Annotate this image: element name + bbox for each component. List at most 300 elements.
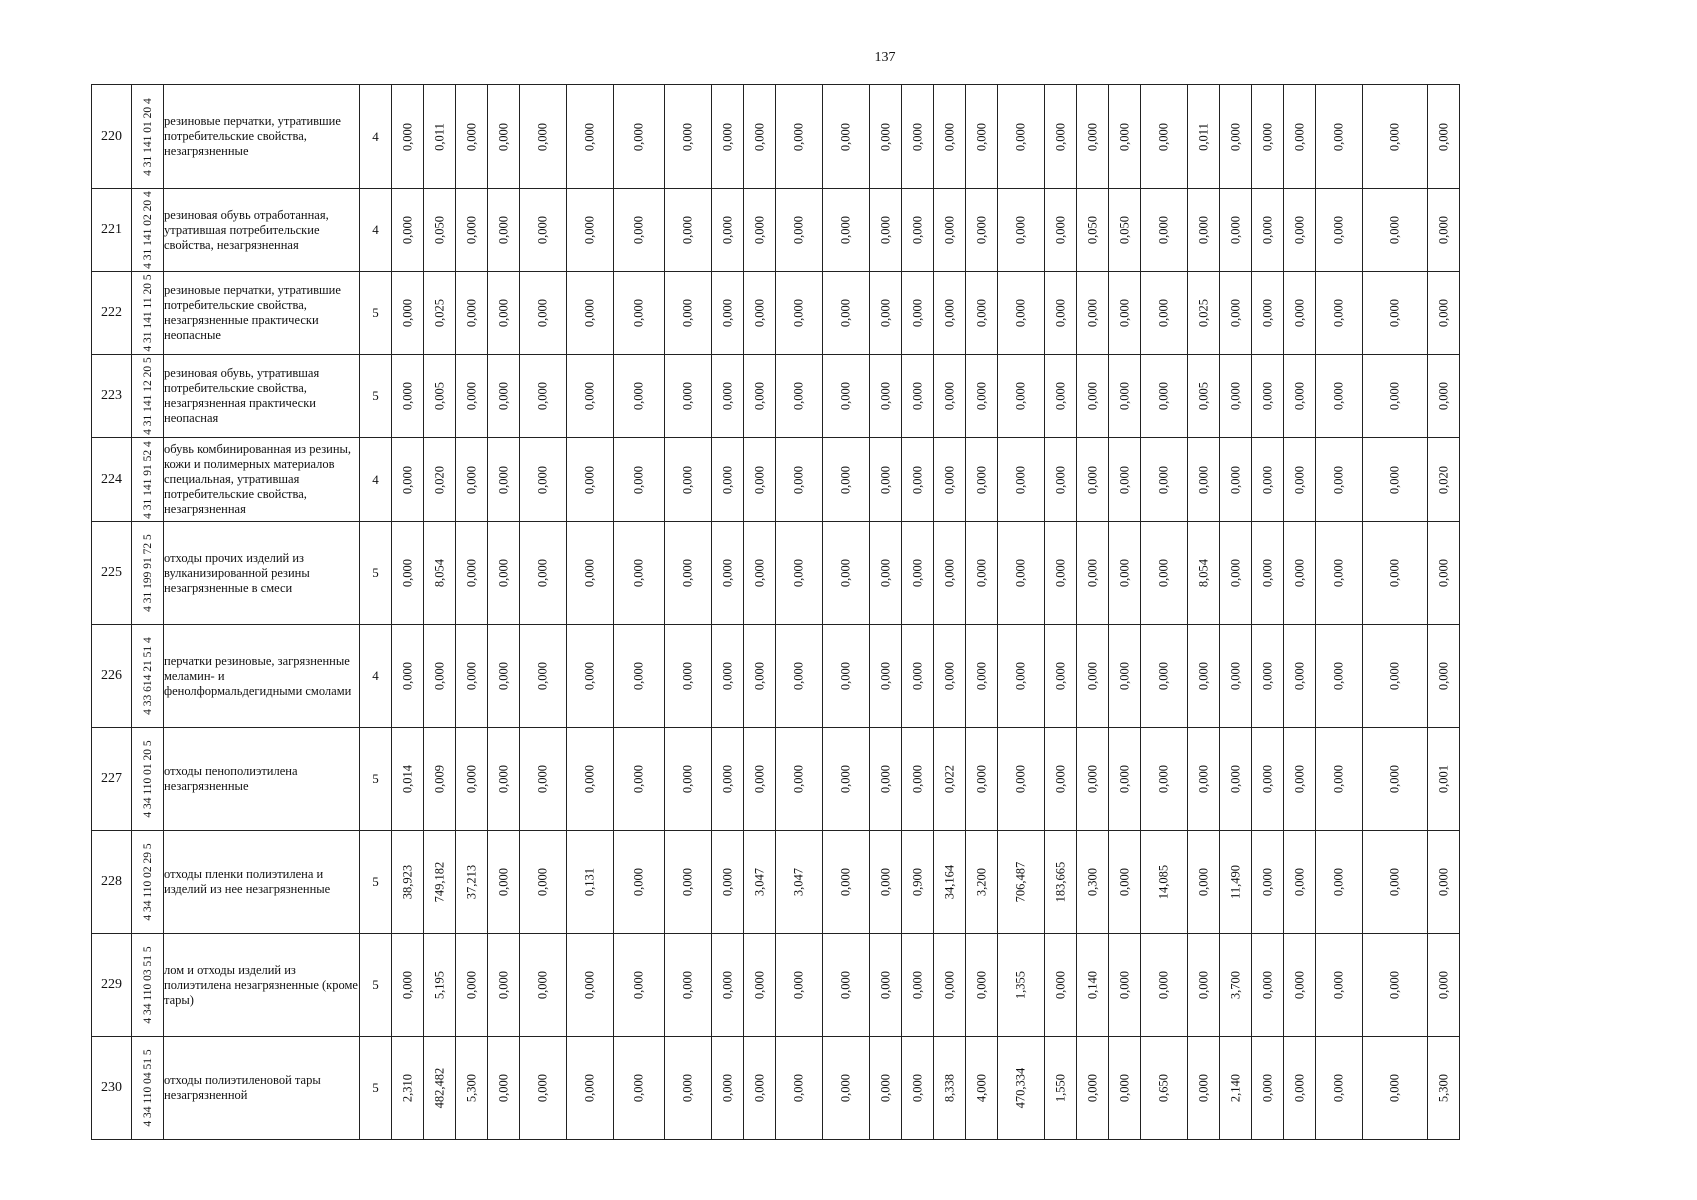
value-cell: [1428, 438, 1460, 522]
value-text: 0,000: [838, 970, 853, 1000]
value-cell: [1220, 625, 1252, 728]
value-text: 3,047: [791, 867, 806, 897]
value-cell: [424, 438, 456, 522]
value-text: 0,000: [752, 970, 766, 1000]
value-text: 0,000: [720, 764, 734, 794]
value-cell: [744, 272, 776, 355]
value-text: 0,000: [791, 122, 806, 151]
waste-name: резиновая обувь, утратившая потребительские свойства, незагрязненная практически неопасная: [164, 355, 360, 438]
value-text: 0,000: [1053, 298, 1067, 328]
value-cell: [520, 85, 567, 189]
value-text: 0,000: [942, 661, 956, 691]
value-text: 0,000: [1013, 122, 1028, 151]
value-cell: [1220, 438, 1252, 522]
value-text: 0,000: [910, 558, 924, 588]
value-cell: [567, 728, 614, 831]
value-cell: [488, 1037, 520, 1140]
value-cell: [902, 1037, 934, 1140]
value-text: 0,000: [1053, 558, 1067, 588]
value-text: 0,000: [1156, 661, 1171, 691]
value-text: 0,000: [1292, 215, 1306, 245]
value-cell: [1188, 355, 1220, 438]
value-cell: [1220, 934, 1252, 1037]
value-text: 0,000: [720, 558, 734, 588]
value-text: 0,000: [1085, 381, 1099, 411]
row-number: 229: [92, 934, 132, 1037]
value-cell: [934, 189, 966, 272]
value-cell: [1220, 272, 1252, 355]
value-text: 0,000: [942, 558, 956, 588]
value-text: 0,020: [432, 465, 446, 494]
value-text: 0,000: [400, 122, 414, 151]
value-cell: [567, 189, 614, 272]
value-text: 0,000: [1436, 298, 1450, 328]
value-text: 5,300: [464, 1073, 478, 1103]
value-cell: [567, 522, 614, 625]
value-cell: [1284, 625, 1316, 728]
value-text: 0,000: [1260, 122, 1274, 151]
value-cell: [567, 355, 614, 438]
value-text: 0,000: [496, 764, 510, 794]
value-text: 0,000: [1387, 970, 1402, 1000]
value-cell: [392, 85, 424, 189]
value-text: 0,000: [752, 558, 766, 588]
value-cell: [1141, 438, 1188, 522]
value-text: 0,000: [1387, 764, 1402, 794]
value-cell: [488, 522, 520, 625]
table-row: [92, 189, 1460, 272]
value-cell: [456, 189, 488, 272]
value-text: 0,000: [1436, 122, 1450, 151]
value-text: 0,000: [838, 661, 853, 691]
table-row: [92, 934, 1460, 1037]
value-cell: [870, 831, 902, 934]
value-cell: [1109, 189, 1141, 272]
value-text: 0,000: [535, 1073, 550, 1103]
value-text: 0,000: [1436, 215, 1450, 245]
value-text: 0,000: [1117, 1073, 1131, 1103]
value-text: 0,000: [1260, 381, 1274, 411]
value-cell: [1284, 1037, 1316, 1140]
value-cell: [1284, 189, 1316, 272]
value-cell: [1109, 831, 1141, 934]
value-text: 0,000: [1331, 1073, 1346, 1103]
value-cell: [614, 934, 665, 1037]
row-number: 224: [92, 438, 132, 522]
value-cell: [776, 1037, 823, 1140]
waste-name: отходы полиэтиленовой тары незагрязненной: [164, 1037, 360, 1140]
value-text: 0,000: [1228, 661, 1242, 691]
value-cell: [614, 355, 665, 438]
value-cell: [456, 438, 488, 522]
value-text: 0,001: [1436, 764, 1450, 794]
value-cell: [392, 522, 424, 625]
value-text: 0,000: [496, 661, 510, 691]
value-text: 0,000: [464, 465, 478, 494]
value-cell: [934, 522, 966, 625]
value-text: 0,000: [1387, 215, 1402, 245]
value-text: 0,011: [432, 122, 446, 151]
value-text: 0,000: [878, 764, 892, 794]
value-text: 0,000: [1117, 558, 1131, 588]
value-text: 11,490: [1228, 865, 1242, 899]
value-cell: [488, 934, 520, 1037]
value-text: 0,005: [432, 381, 446, 411]
value-text: 0,000: [631, 298, 646, 328]
value-text: 0,000: [400, 298, 414, 328]
value-cell: [1220, 522, 1252, 625]
hazard-class: 4: [360, 85, 392, 189]
value-text: 0,000: [1085, 122, 1099, 151]
value-cell: [1316, 522, 1363, 625]
value-text: 0,000: [582, 465, 597, 494]
row-number: 230: [92, 1037, 132, 1140]
value-cell: [712, 272, 744, 355]
value-cell: [1188, 831, 1220, 934]
value-text: 0,000: [1156, 122, 1171, 151]
value-text: 0,000: [535, 764, 550, 794]
table-row: [92, 355, 1460, 438]
value-text: 0,000: [1085, 298, 1099, 328]
value-cell: [456, 272, 488, 355]
value-text: 0,000: [1196, 661, 1210, 691]
value-cell: [870, 272, 902, 355]
value-text: 0,000: [400, 381, 414, 411]
value-cell: [744, 85, 776, 189]
value-cell: [614, 85, 665, 189]
value-cell: [1045, 728, 1077, 831]
value-cell: [934, 272, 966, 355]
waste-code: 4 34 110 04 51 5: [141, 1049, 154, 1127]
value-cell: [1363, 522, 1428, 625]
value-cell: [1220, 85, 1252, 189]
value-text: 0,000: [910, 381, 924, 411]
value-cell: [614, 625, 665, 728]
value-text: 0,000: [1292, 764, 1306, 794]
value-cell: [934, 934, 966, 1037]
value-cell: [1363, 934, 1428, 1037]
value-cell: [712, 1037, 744, 1140]
value-text: 470,334: [1013, 1067, 1028, 1109]
value-cell: [665, 522, 712, 625]
value-cell: [1363, 831, 1428, 934]
waste-code-cell: [132, 728, 164, 831]
table-row: [92, 522, 1460, 625]
value-cell: [776, 625, 823, 728]
value-cell: [424, 831, 456, 934]
value-cell: [456, 522, 488, 625]
value-cell: [520, 438, 567, 522]
waste-code-cell: [132, 934, 164, 1037]
value-text: 0,000: [1331, 661, 1346, 691]
value-cell: [902, 272, 934, 355]
value-text: 0,000: [1228, 215, 1242, 245]
value-cell: [1316, 625, 1363, 728]
value-cell: [665, 625, 712, 728]
value-text: 0,000: [496, 1073, 510, 1103]
value-cell: [520, 625, 567, 728]
value-cell: [488, 189, 520, 272]
table-row: [92, 831, 1460, 934]
waste-code: 4 31 199 91 72 5: [141, 534, 154, 612]
hazard-class: 4: [360, 438, 392, 522]
value-cell: [1188, 625, 1220, 728]
value-text: 0,000: [1013, 558, 1028, 588]
waste-code: 4 31 141 91 52 4: [141, 440, 154, 519]
value-cell: [998, 1037, 1045, 1140]
value-cell: [392, 189, 424, 272]
value-text: 0,000: [631, 381, 646, 411]
value-text: 0,000: [942, 465, 956, 494]
value-cell: [1077, 522, 1109, 625]
value-cell: [424, 85, 456, 189]
value-text: 2,140: [1228, 1073, 1242, 1103]
value-text: 0,000: [631, 661, 646, 691]
value-text: 1,550: [1053, 1073, 1067, 1103]
value-text: 0,000: [1260, 1073, 1274, 1103]
value-cell: [456, 728, 488, 831]
value-cell: [424, 934, 456, 1037]
row-number: 225: [92, 522, 132, 625]
value-cell: [520, 272, 567, 355]
value-cell: [998, 625, 1045, 728]
value-text: 0,000: [496, 215, 510, 245]
value-text: 0,000: [1156, 558, 1171, 588]
value-text: 0,000: [400, 215, 414, 245]
value-text: 0,000: [582, 558, 597, 588]
value-text: 0,900: [910, 867, 924, 897]
value-cell: [966, 831, 998, 934]
value-cell: [1252, 1037, 1284, 1140]
value-text: 0,000: [1085, 661, 1099, 691]
value-text: 0,300: [1085, 867, 1099, 897]
value-text: 0,000: [791, 381, 806, 411]
value-text: 749,182: [432, 861, 446, 903]
value-cell: [1045, 85, 1077, 189]
value-cell: [1428, 934, 1460, 1037]
value-cell: [823, 625, 870, 728]
value-cell: [1284, 438, 1316, 522]
value-text: 0,000: [464, 970, 478, 1000]
waste-code: 4 34 110 02 29 5: [141, 843, 154, 921]
value-text: 0,000: [752, 215, 766, 245]
value-text: 0,000: [838, 465, 853, 494]
value-cell: [520, 355, 567, 438]
value-cell: [1141, 831, 1188, 934]
value-text: 0,000: [1292, 381, 1306, 411]
row-number: 222: [92, 272, 132, 355]
value-text: 0,022: [942, 764, 956, 794]
value-text: 0,000: [1228, 558, 1242, 588]
value-cell: [1284, 355, 1316, 438]
value-text: 0,000: [1228, 381, 1242, 411]
value-text: 0,000: [1117, 970, 1131, 1000]
value-text: 0,000: [878, 970, 892, 1000]
value-text: 0,000: [1053, 215, 1067, 245]
value-text: 0,000: [400, 465, 414, 494]
value-cell: [1316, 189, 1363, 272]
value-cell: [1363, 1037, 1428, 1140]
value-cell: [392, 355, 424, 438]
value-text: 0,000: [1292, 558, 1306, 588]
value-cell: [1363, 625, 1428, 728]
value-text: 0,000: [878, 1073, 892, 1103]
value-text: 0,000: [1196, 465, 1210, 494]
value-text: 0,000: [1196, 764, 1210, 794]
value-cell: [712, 189, 744, 272]
value-text: 0,000: [1117, 381, 1131, 411]
value-cell: [1252, 189, 1284, 272]
value-text: 0,000: [535, 215, 550, 245]
value-cell: [488, 728, 520, 831]
value-text: 0,050: [432, 215, 446, 245]
value-text: 0,000: [720, 867, 734, 897]
value-text: 0,000: [974, 298, 988, 328]
value-cell: [1077, 438, 1109, 522]
value-cell: [520, 1037, 567, 1140]
value-cell: [776, 831, 823, 934]
value-text: 0,000: [1292, 661, 1306, 691]
value-text: 0,000: [631, 558, 646, 588]
waste-code: 4 31 141 12 20 5: [141, 357, 154, 435]
value-cell: [776, 728, 823, 831]
waste-data-table: [91, 84, 1460, 1140]
value-cell: [870, 85, 902, 189]
value-cell: [966, 625, 998, 728]
value-cell: [456, 355, 488, 438]
value-cell: [712, 625, 744, 728]
value-text: 0,000: [910, 298, 924, 328]
value-cell: [1252, 625, 1284, 728]
value-cell: [1428, 728, 1460, 831]
value-text: 0,000: [720, 215, 734, 245]
value-cell: [998, 272, 1045, 355]
value-text: 0,000: [910, 1073, 924, 1103]
value-text: 0,000: [1085, 558, 1099, 588]
value-cell: [902, 189, 934, 272]
value-text: 0,000: [1260, 661, 1274, 691]
value-cell: [1252, 831, 1284, 934]
value-text: 0,000: [1156, 381, 1171, 411]
value-cell: [1252, 85, 1284, 189]
value-cell: [1428, 85, 1460, 189]
value-text: 0,000: [535, 381, 550, 411]
value-text: 0,000: [838, 215, 853, 245]
value-cell: [1141, 728, 1188, 831]
value-cell: [1428, 355, 1460, 438]
value-cell: [776, 438, 823, 522]
value-cell: [424, 728, 456, 831]
value-text: 0,000: [1085, 1073, 1099, 1103]
hazard-class: 5: [360, 1037, 392, 1140]
value-text: 0,000: [1260, 764, 1274, 794]
page-number: 137: [874, 50, 896, 65]
value-text: 0,000: [496, 381, 510, 411]
value-text: 0,000: [1260, 558, 1274, 588]
value-cell: [1316, 438, 1363, 522]
hazard-class: 4: [360, 189, 392, 272]
value-cell: [998, 934, 1045, 1037]
value-text: 3,700: [1228, 970, 1242, 1000]
value-text: 0,000: [1196, 867, 1210, 897]
value-text: 0,000: [631, 122, 646, 151]
value-text: 0,000: [752, 298, 766, 328]
value-cell: [488, 355, 520, 438]
value-text: 0,000: [535, 661, 550, 691]
value-cell: [870, 438, 902, 522]
value-cell: [1077, 355, 1109, 438]
value-cell: [1284, 831, 1316, 934]
value-text: 0,000: [432, 661, 446, 691]
value-cell: [1188, 934, 1220, 1037]
value-cell: [614, 522, 665, 625]
value-cell: [870, 625, 902, 728]
value-cell: [567, 1037, 614, 1140]
value-text: 0,000: [1292, 465, 1306, 494]
value-cell: [520, 522, 567, 625]
value-cell: [665, 85, 712, 189]
value-text: 0,050: [1085, 215, 1099, 245]
value-text: 0,000: [464, 661, 478, 691]
value-text: 0,140: [1085, 970, 1099, 1000]
value-cell: [934, 438, 966, 522]
value-text: 0,000: [1013, 661, 1028, 691]
value-cell: [1077, 85, 1109, 189]
value-text: 0,000: [582, 122, 597, 151]
value-text: 0,000: [400, 558, 414, 588]
value-text: 0,000: [1053, 970, 1067, 1000]
waste-code-cell: [132, 189, 164, 272]
value-text: 0,000: [400, 661, 414, 691]
value-cell: [1045, 438, 1077, 522]
value-text: 0,000: [1228, 764, 1242, 794]
value-text: 0,000: [1156, 215, 1171, 245]
value-text: 0,000: [910, 661, 924, 691]
value-text: 0,000: [878, 381, 892, 411]
waste-code-cell: [132, 625, 164, 728]
value-cell: [870, 355, 902, 438]
value-cell: [1077, 728, 1109, 831]
value-text: 8,054: [1196, 558, 1210, 588]
value-cell: [1141, 272, 1188, 355]
value-cell: [870, 189, 902, 272]
value-cell: [488, 831, 520, 934]
value-cell: [1109, 85, 1141, 189]
value-cell: [823, 934, 870, 1037]
value-text: 0,000: [791, 298, 806, 328]
hazard-class: 4: [360, 625, 392, 728]
value-text: 0,000: [1196, 1073, 1210, 1103]
value-text: 0,000: [791, 764, 806, 794]
value-text: 0,000: [535, 970, 550, 1000]
value-cell: [392, 831, 424, 934]
value-text: 0,000: [878, 465, 892, 494]
value-text: 0,000: [752, 1073, 766, 1103]
value-cell: [614, 438, 665, 522]
value-text: 0,000: [752, 764, 766, 794]
value-cell: [1363, 728, 1428, 831]
value-cell: [1252, 522, 1284, 625]
waste-code-cell: [132, 272, 164, 355]
value-cell: [744, 934, 776, 1037]
value-text: 0,000: [720, 298, 734, 328]
value-text: 0,000: [1260, 298, 1274, 328]
value-text: 0,000: [838, 381, 853, 411]
value-text: 0,000: [1260, 215, 1274, 245]
value-cell: [998, 85, 1045, 189]
value-cell: [998, 438, 1045, 522]
value-cell: [823, 831, 870, 934]
